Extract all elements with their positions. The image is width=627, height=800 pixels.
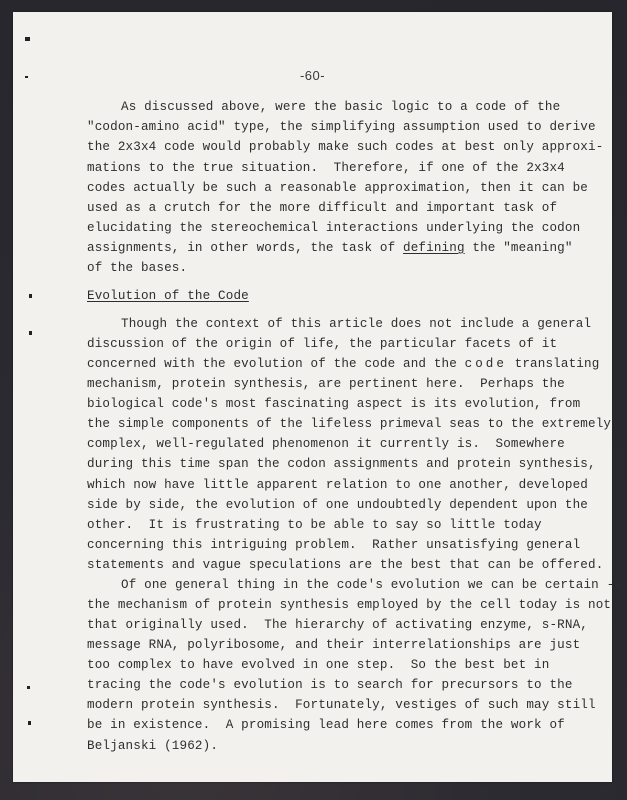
text-line: the 2x3x4 code would probably make such codes at best only approxi- bbox=[87, 140, 604, 154]
underlined-word: defining bbox=[403, 241, 465, 255]
text-line: of the bases. bbox=[87, 261, 188, 275]
margin-mark bbox=[29, 294, 32, 298]
text-line: Though the context of this article does not include a general bbox=[121, 317, 592, 331]
text-line: biological code's most fascinating aspect is its evolution, from bbox=[87, 397, 581, 411]
text-line: during this time span the codon assignments and protein synthesis, bbox=[87, 457, 596, 471]
text-line: complex, well-regulated phenomenon it currently is. Somewhere bbox=[87, 437, 565, 451]
text-line: too complex to have evolved in one step. So the best bet in bbox=[87, 658, 550, 672]
margin-mark bbox=[28, 721, 31, 725]
text-line: mations to the true situation. Therefore, if one of the 2x3x4 bbox=[87, 161, 565, 175]
text-line bbox=[87, 241, 573, 255]
text-line: discussion of the origin of life, the particular facets of it bbox=[87, 337, 558, 351]
page-number: -60- bbox=[299, 68, 326, 83]
text-line: be in existence. A promising lead here comes from the work of bbox=[87, 718, 565, 732]
text-line: the mechanism of protein synthesis employed by the cell today is not bbox=[87, 598, 612, 612]
text-line: side by side, the evolution of one undoubtedly dependent upon the bbox=[87, 498, 588, 512]
text-line: modern protein synthesis. Fortunately, vestiges of such may still bbox=[87, 698, 596, 712]
text-line: other. It is frustrating to be able to say so little today bbox=[87, 518, 542, 532]
margin-mark bbox=[27, 686, 30, 689]
text-line: Beljanski (1962). bbox=[87, 739, 219, 753]
text-line: the simple components of the lifeless primeval seas to the extremely bbox=[87, 417, 612, 431]
text-line: mechanism, protein synthesis, are pertinent here. Perhaps the bbox=[87, 377, 565, 391]
text-line: As discussed above, were the basic logic to a code of the bbox=[121, 100, 561, 114]
document-page bbox=[13, 12, 622, 782]
text-segment: concerned with the evolution of the code and the bbox=[87, 357, 465, 371]
text-line: statements and vague speculations are the best that can be offered. bbox=[87, 558, 604, 572]
text-segment: the "meaning" bbox=[464, 241, 573, 255]
text-line: tracing the code's evolution is to search for precursors to the bbox=[87, 678, 573, 692]
spaced-word: code bbox=[464, 357, 507, 371]
text-line: elucidating the stereochemical interactions underlying the codon bbox=[87, 221, 581, 235]
text-line: concerning this intriguing problem. Rather unsatisfying general bbox=[87, 538, 581, 552]
margin-mark bbox=[25, 37, 30, 41]
text-line: used as a crutch for the more difficult and important task of bbox=[87, 201, 558, 215]
text-line: message RNA, polyribosome, and their interrelationships are just bbox=[87, 638, 581, 652]
text-line: which now have little apparent relation to one another, developed bbox=[87, 478, 588, 492]
text-line: that originally used. The hierarchy of activating enzyme, s-RNA, bbox=[87, 618, 588, 632]
text-line bbox=[87, 357, 599, 371]
text-line: "codon-amino acid" type, the simplifying assumption used to derive bbox=[87, 120, 596, 134]
text-line: Of one general thing in the code's evolution we can be certain -- bbox=[121, 578, 622, 592]
text-segment: translating bbox=[506, 357, 600, 371]
text-line: codes actually be such a reasonable approximation, then it can be bbox=[87, 181, 588, 195]
section-heading: Evolution of the Code bbox=[87, 289, 249, 303]
margin-mark bbox=[29, 331, 32, 335]
text-segment: assignments, in other words, the task of bbox=[87, 241, 404, 255]
